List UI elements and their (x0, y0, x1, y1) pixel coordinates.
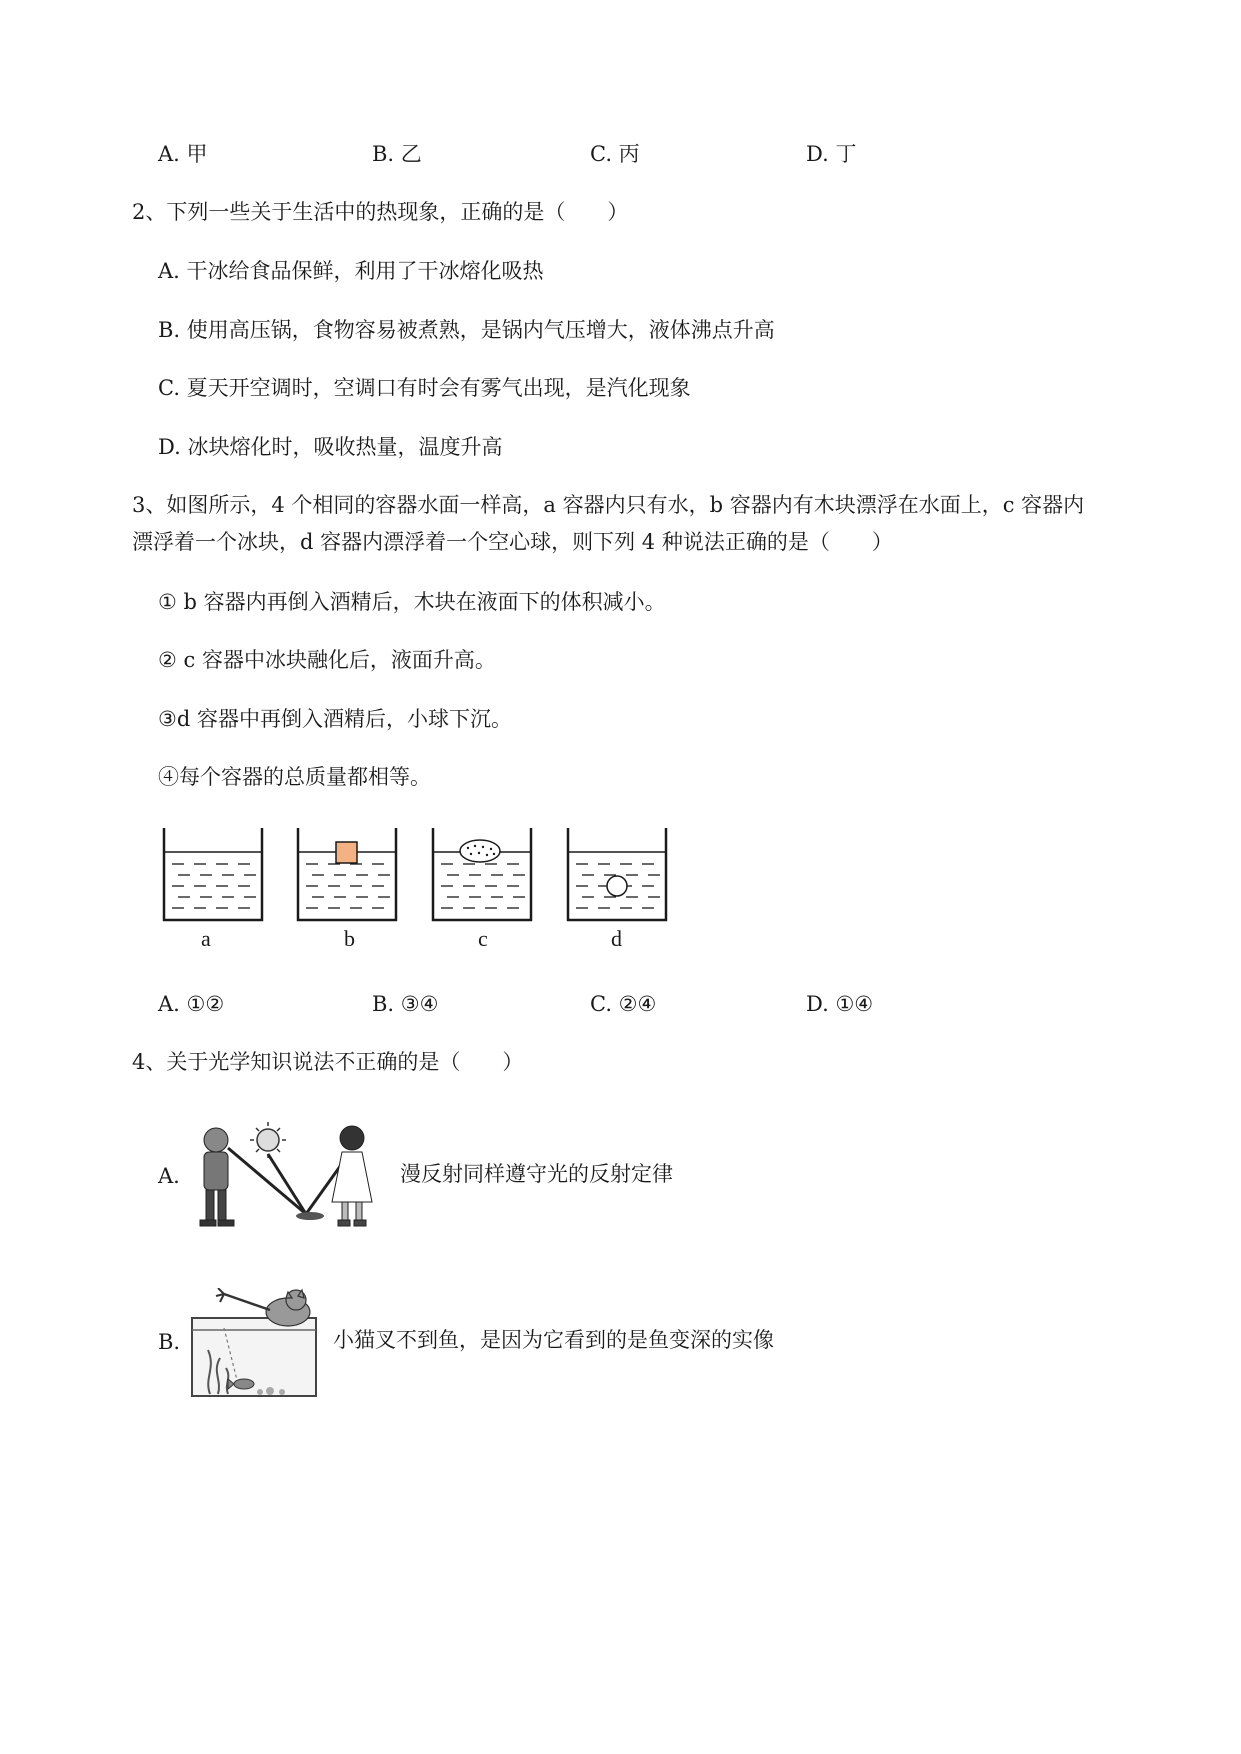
wood-block (336, 842, 357, 863)
cat-icon (266, 1290, 310, 1326)
q4-stem: 4、关于光学知识说法不正确的是（ ） (132, 1050, 524, 1074)
cat-fishing-illustration (190, 1288, 322, 1400)
q3-statement-4: ④每个容器的总质量都相等。 (158, 765, 431, 789)
boy-figure (200, 1128, 234, 1226)
q3-stem-line1: 3、如图所示，4 个相同的容器水面一样高，a 容器内只有水，b 容器内有木块漂浮在水面上，c 容器内 (132, 493, 1085, 517)
ice-block (460, 840, 500, 862)
label-c: c (478, 926, 488, 951)
fish-icon (234, 1379, 254, 1389)
q3-statement-1: ① b 容器内再倒入酒精后，木块在液面下的体积减小。 (158, 590, 666, 614)
q1-option-b: B. 乙 (372, 142, 422, 166)
q1-option-d: D. 丁 (806, 142, 857, 166)
book-object (296, 1212, 324, 1220)
fork-pole (224, 1294, 270, 1310)
light-rays (228, 1148, 346, 1214)
q4-option-a-label: A. (158, 1164, 180, 1188)
q3-option-c: C. ②④ (590, 992, 657, 1016)
diffuse-reflection-illustration (186, 1118, 388, 1234)
sun-icon (250, 1122, 286, 1158)
hollow-ball (607, 876, 627, 896)
q1-option-a: A. 甲 (158, 142, 208, 166)
q3-statement-2: ② c 容器中冰块融化后，液面升高。 (158, 648, 496, 672)
label-d: d (611, 926, 622, 951)
q3-option-d: D. ①④ (806, 992, 874, 1016)
q4-option-b-label: B. (158, 1330, 181, 1354)
q2-option-b: B. 使用高压锅，食物容易被煮熟，是锅内气压增大，液体沸点升高 (158, 318, 775, 342)
q4-option-a-text: 漫反射同样遵守光的反射定律 (400, 1162, 673, 1186)
q4-option-b-text: 小猫叉不到鱼，是因为它看到的是鱼变深的实像 (333, 1328, 774, 1352)
q2-stem: 2、下列一些关于生活中的热现象，正确的是（ ） (132, 200, 629, 224)
q3-statement-3: ③d 容器中再倒入酒精后，小球下沉。 (158, 707, 512, 731)
containers-figure (150, 820, 690, 930)
girl-figure (332, 1126, 372, 1226)
container-d (568, 828, 666, 920)
container-a (164, 828, 262, 920)
q3-option-b: B. ③④ (372, 992, 439, 1016)
q3-stem-line2: 漂浮着一个冰块，d 容器内漂浮着一个空心球，则下列 4 种说法正确的是（ ） (132, 530, 893, 554)
q2-option-c: C. 夏天开空调时，空调口有时会有雾气出现，是汽化现象 (158, 376, 691, 400)
q2-option-d: D. 冰块熔化时，吸收热量，温度升高 (158, 435, 503, 459)
fork-icon (216, 1288, 224, 1302)
q1-option-c: C. 丙 (590, 142, 640, 166)
label-b: b (344, 926, 355, 951)
q2-option-a: A. 干冰给食品保鲜，利用了干冰熔化吸热 (158, 259, 544, 283)
label-a: a (201, 926, 211, 951)
q3-option-a: A. ①② (158, 992, 225, 1016)
